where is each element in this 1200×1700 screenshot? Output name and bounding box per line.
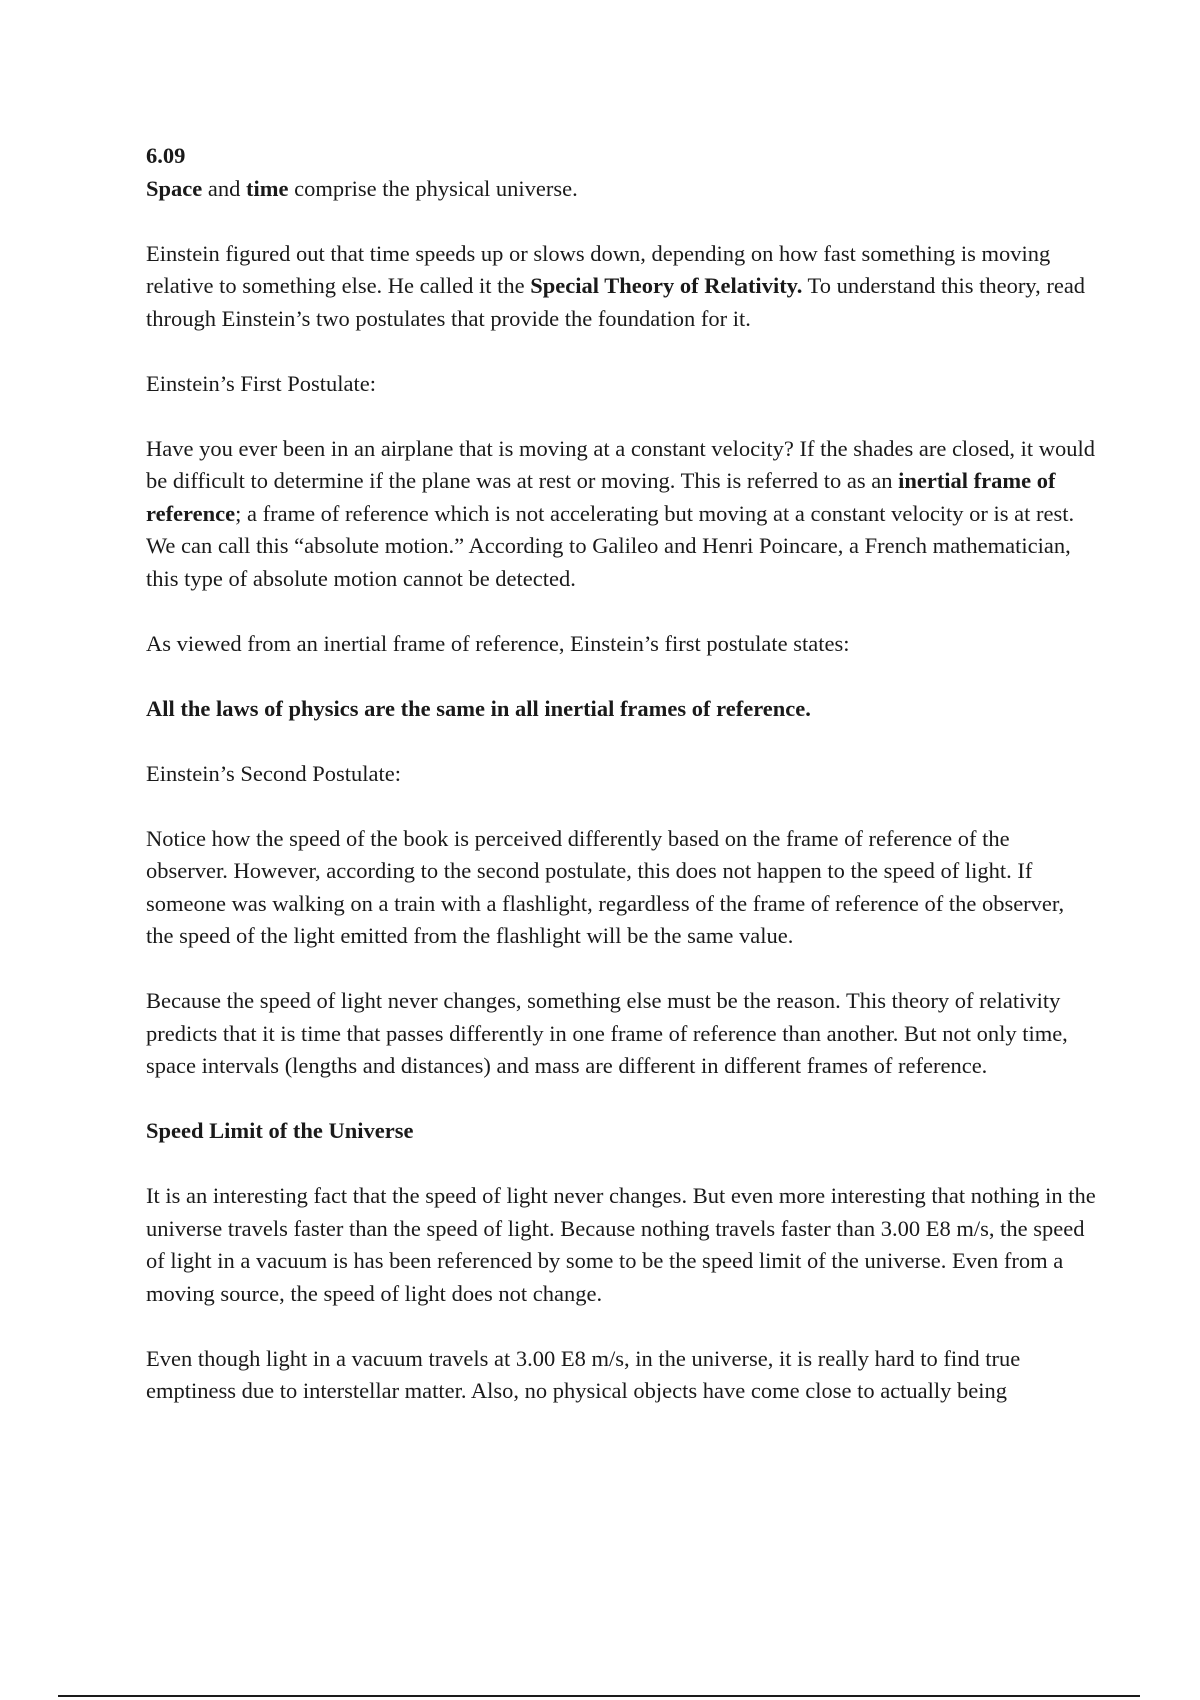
airplane-paragraph — [146, 433, 1096, 596]
first-postulate-statement: All the laws of physics are the same in all inertial frames of reference. — [146, 695, 811, 721]
section-number: 6.09 — [146, 143, 186, 168]
footer-rule — [58, 1695, 1140, 1697]
interesting-paragraph: It is an interesting fact that the speed of light never changes. But even more interesting that nothing in the universe travels faster than the speed of light. Because nothing travels faster than 3.00 E8 m/s, the speed of light in a vacuum is has been referenced by some to be the speed limit of the universe. Even from a moving source, the speed of light does not change. — [146, 1183, 1096, 1306]
einstein-text-start: Einstein figured out that time speeds up or slows down, depending on how fast something is moving relative to something else. He called it the — [146, 240, 1051, 298]
airplane-bold-inertial: inertial frame of reference — [146, 468, 1056, 526]
intro-bold-space: Space — [146, 175, 203, 201]
intro-bold-time: time — [246, 175, 289, 201]
airplane-text-start: Have you ever been in an airplane that is moving at a constant velocity? If the shades are closed, it would be difficult to determine if the plane was at rest or moving. This is referred to as an — [146, 435, 1096, 493]
intro-paragraph — [146, 173, 1096, 206]
speed-limit-heading: Speed Limit of the Universe — [146, 1118, 414, 1143]
intro-text-and: and — [202, 175, 246, 201]
viewed-paragraph: As viewed from an inertial frame of reference, Einstein’s first postulate states: — [146, 630, 850, 656]
airplane-text-end: ; a frame of reference which is not accelerating but moving at a constant velocity or is at rest. We can call this “absolute motion.” According to Galileo and Henri Poincare, a French mathematician, this type of absolute motion cannot be detected. — [146, 500, 1075, 591]
einstein-paragraph — [146, 238, 1096, 336]
einstein-text-end: To understand this theory, read through Einstein’s two postulates that provide the foundation for it. — [146, 273, 1086, 331]
book-paragraph: Notice how the speed of the book is perceived differently based on the frame of reference of the observer. However, according to the second postulate, this does not happen to the speed of light. If someone was walking on a train with a flashlight, regardless of the frame of reference of the observer, the speed of the light emitted from the flashlight will be the same value. — [146, 825, 1065, 948]
second-postulate-label: Einstein’s Second Postulate: — [146, 760, 401, 786]
document-page — [146, 140, 1096, 1440]
first-postulate-label: Einstein’s First Postulate: — [146, 370, 377, 396]
even-paragraph: Even though light in a vacuum travels at 3.00 E8 m/s, in the universe, it is really hard to find true emptiness due to interstellar matter. Also, no physical objects have come close to actually being — [146, 1345, 1021, 1403]
einstein-bold-theory: Special Theory of Relativity. — [530, 273, 803, 298]
intro-text-rest: comprise the physical universe. — [288, 175, 578, 201]
because-paragraph: Because the speed of light never changes, something else must be the reason. This theory of relativity predicts that it is time that passes differently in one frame of reference than another. But not only time, space intervals (lengths and distances) and mass are different in different frames of reference. — [146, 988, 1068, 1078]
